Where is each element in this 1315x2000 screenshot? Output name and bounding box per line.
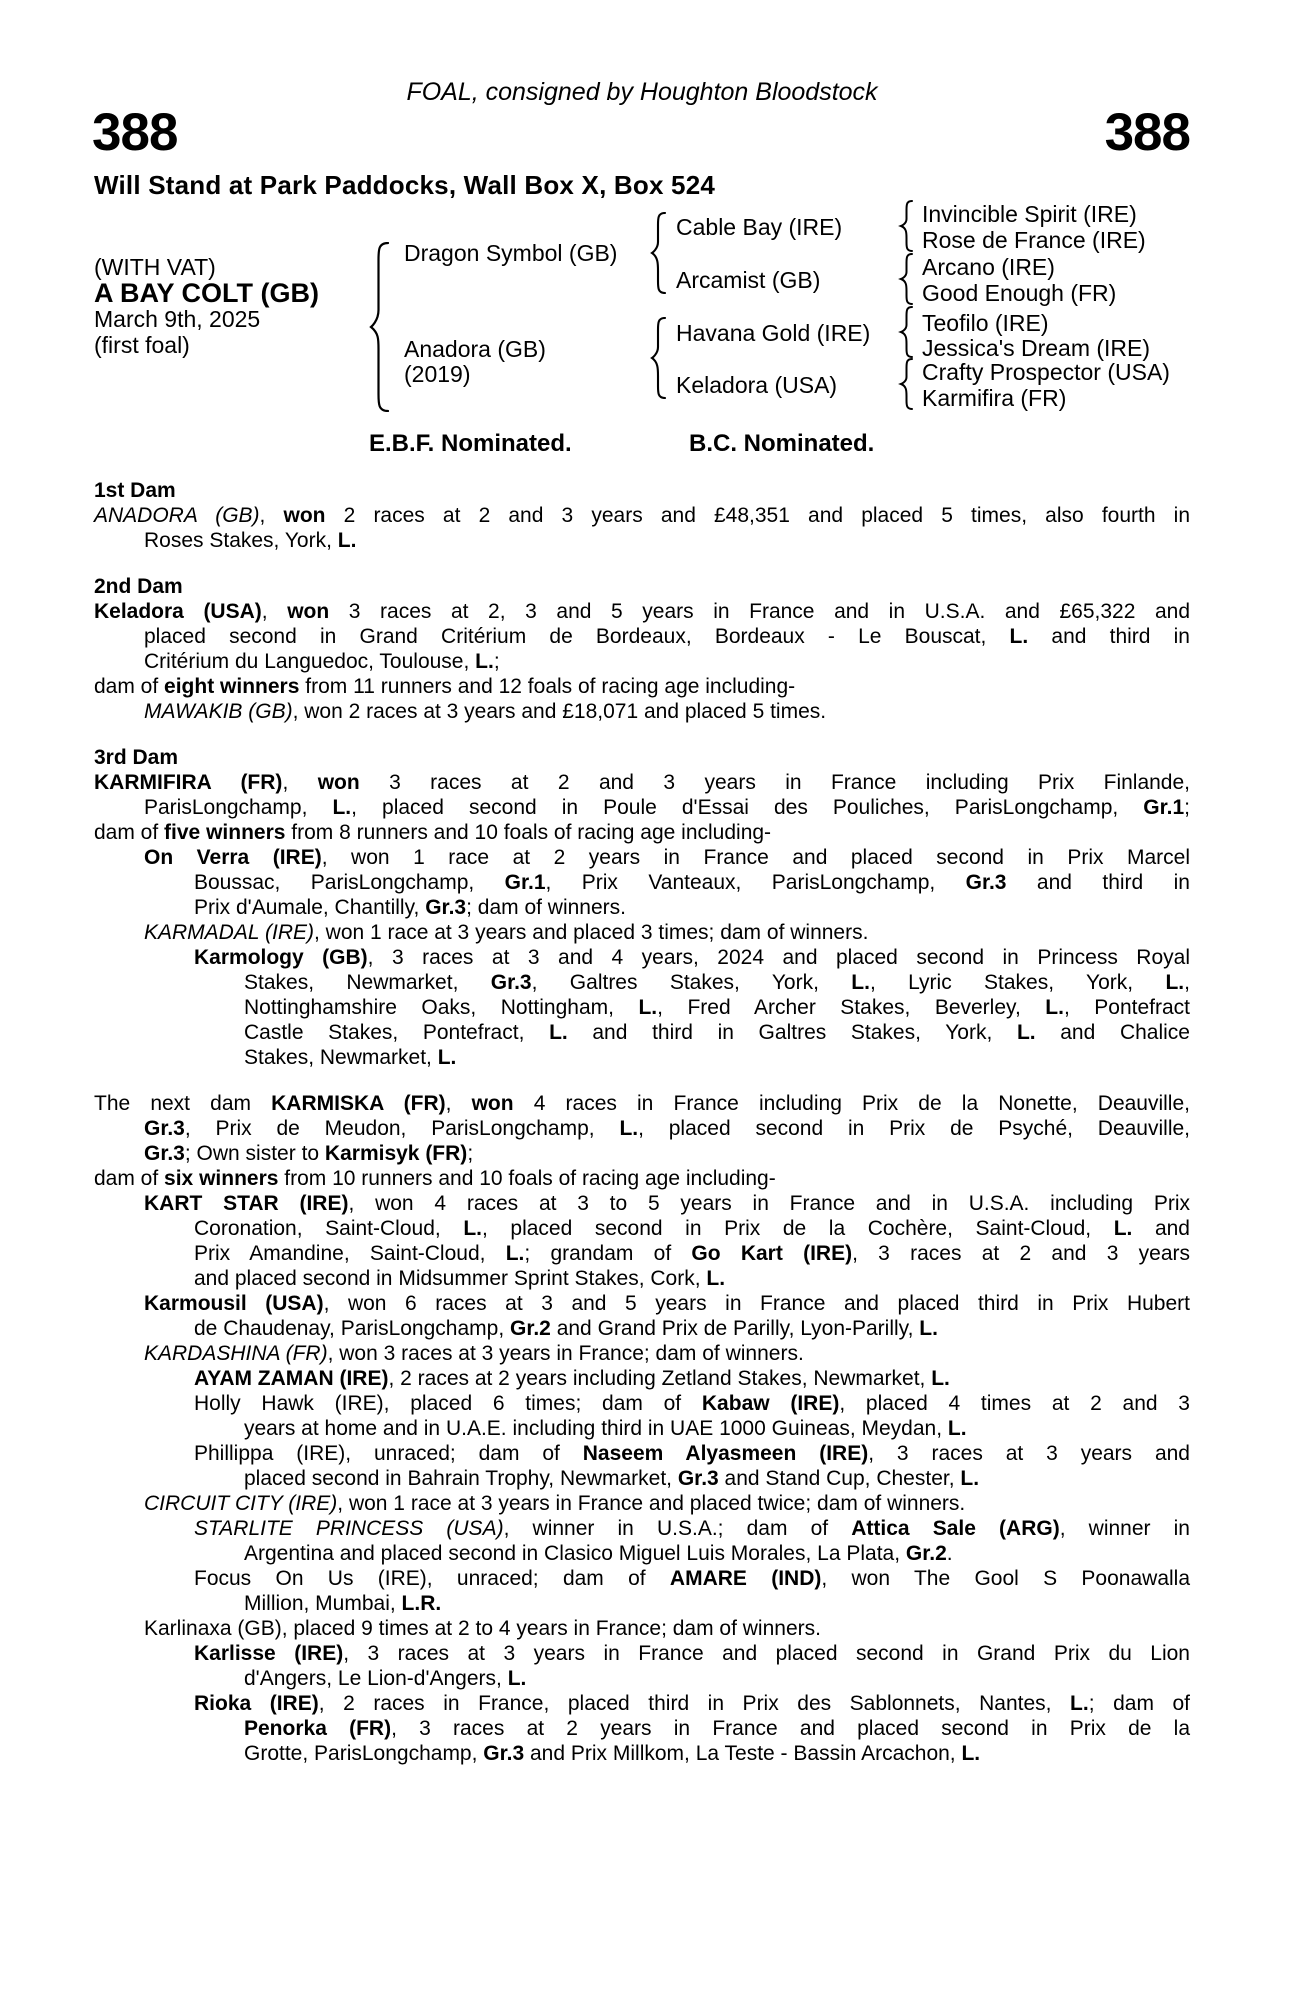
pedigree-gp: Crafty Prospector (USA) bbox=[922, 359, 1170, 385]
animal-name: A BAY COLT (GB) bbox=[94, 278, 320, 308]
ebf-nomination: E.B.F. Nominated. bbox=[369, 430, 572, 457]
catalogue-line: ParisLongchamp, L., placed second in Poule d'Essai des Pouliches, ParisLongchamp, Gr.1; bbox=[144, 796, 1191, 819]
catalogue-line: MAWAKIB (GB), won 2 races at 3 years and £18,071 and placed 5 times. bbox=[144, 700, 827, 723]
dam-section bbox=[94, 574, 1190, 724]
catalogue-line: Keladora (USA), won 3 races at 2, 3 and 5 years in France and in U.S.A. and £65,322 and bbox=[94, 600, 1191, 623]
pedigree-gp: Arcano (IRE) bbox=[922, 254, 1055, 280]
catalogue-line: Stakes, Newmarket, Gr.3, Galtres Stakes, York, L., Lyric Stakes, York, L., bbox=[244, 971, 1190, 994]
dam-section bbox=[94, 745, 1190, 1070]
dam-section-heading: 3rd Dam bbox=[94, 746, 179, 769]
catalogue-line: Prix Amandine, Saint-Cloud, L.; grandam of Go Kart (IRE), 3 races at 2 and 3 years bbox=[194, 1242, 1191, 1265]
catalogue-line: Roses Stakes, York, L. bbox=[144, 529, 357, 552]
catalogue-line: Stakes, Newmarket, L. bbox=[244, 1046, 457, 1069]
catalogue-line: years at home and in U.A.E. including third in UAE 1000 Guineas, Meydan, L. bbox=[244, 1417, 967, 1440]
catalogue-line: Phillippa (IRE), unraced; dam of Naseem Alyasmeen (IRE), 3 races at 3 years and bbox=[194, 1442, 1190, 1465]
catalogue-line: Castle Stakes, Pontefract, L. and third in Galtres Stakes, York, L. and Chalice bbox=[244, 1021, 1190, 1044]
catalogue-line: Critérium du Languedoc, Toulouse, L.; bbox=[144, 650, 500, 673]
catalogue-line: STARLITE PRINCESS (USA), winner in U.S.A.; dam of Attica Sale (ARG), winner in bbox=[194, 1517, 1190, 1540]
pedigree-brace-gp1 bbox=[898, 200, 914, 252]
foaling-date: March 9th, 2025 bbox=[94, 306, 261, 332]
pedigree-brace-gp4 bbox=[898, 358, 914, 410]
pedigree-gp: Good Enough (FR) bbox=[922, 280, 1117, 306]
pedigree-brace-sire bbox=[648, 212, 668, 294]
catalogue-line: dam of eight winners from 11 runners and 12 foals of racing age including- bbox=[94, 675, 796, 698]
catalogue-line: dam of six winners from 10 runners and 10 foals of racing age including- bbox=[94, 1167, 776, 1190]
lot-number-right: 388 bbox=[1104, 103, 1190, 162]
catalogue-line: Million, Mumbai, L.R. bbox=[244, 1592, 442, 1615]
catalogue-line: d'Angers, Le Lion-d'Angers, L. bbox=[244, 1667, 527, 1690]
catalogue-line: Penorka (FR), 3 races at 2 years in France and placed second in Prix de la bbox=[244, 1717, 1191, 1740]
bc-nomination: B.C. Nominated. bbox=[689, 430, 875, 457]
catalogue-line: dam of five winners from 8 runners and 10 foals of racing age including- bbox=[94, 821, 772, 844]
catalogue-line: The next dam KARMISKA (FR), won 4 races in France including Prix de la Nonette, Deauville, bbox=[94, 1092, 1190, 1115]
catalogue-line: Prix d'Aumale, Chantilly, Gr.3; dam of winners. bbox=[194, 896, 626, 919]
pedigree-dam-sire: Havana Gold (IRE) bbox=[676, 320, 871, 346]
catalogue-line: Coronation, Saint-Cloud, L., placed second in Prix de la Cochère, Saint-Cloud, L. and bbox=[194, 1217, 1190, 1240]
pedigree-brace-gp2 bbox=[898, 253, 914, 305]
catalogue-line: placed second in Grand Critérium de Bordeaux, Bordeaux - Le Bouscat, L. and third in bbox=[144, 625, 1190, 648]
pedigree-brace-main bbox=[366, 242, 392, 412]
dam-section-heading: 1st Dam bbox=[94, 479, 176, 502]
catalogue-line: Rioka (IRE), 2 races in France, placed third in Prix des Sablonnets, Nantes, L.; dam of bbox=[194, 1692, 1191, 1715]
catalogue-line: Karmousil (USA), won 6 races at 3 and 5 years in France and placed third in Prix Hubert bbox=[144, 1292, 1190, 1315]
catalogue-line: de Chaudenay, ParisLongchamp, Gr.2 and Grand Prix de Parilly, Lyon-Parilly, L. bbox=[194, 1317, 938, 1340]
catalogue-line: Gr.3; Own sister to Karmisyk (FR); bbox=[144, 1142, 474, 1165]
catalogue-line: KARMADAL (IRE), won 1 race at 3 years and placed 3 times; dam of winners. bbox=[144, 921, 869, 944]
pedigree-dam-year: (2019) bbox=[404, 361, 471, 387]
vat-note: (WITH VAT) bbox=[94, 254, 216, 280]
lot-number-left: 388 bbox=[92, 103, 178, 162]
dam-section bbox=[94, 478, 1190, 553]
foal-note: (first foal) bbox=[94, 332, 190, 358]
stand-location-line: Will Stand at Park Paddocks, Wall Box X, Box 524 bbox=[94, 170, 716, 200]
pedigree-text bbox=[94, 478, 1190, 1766]
pedigree-sire-sire: Cable Bay (IRE) bbox=[676, 214, 843, 240]
catalogue-line: Boussac, ParisLongchamp, Gr.1, Prix Vanteaux, ParisLongchamp, Gr.3 and third in bbox=[194, 871, 1190, 894]
catalogue-line: KARMIFIRA (FR), won 3 races at 2 and 3 years in France including Prix Finlande, bbox=[94, 771, 1191, 794]
catalogue-line: Nottinghamshire Oaks, Nottingham, L., Fred Archer Stakes, Beverley, L., Pontefract bbox=[244, 996, 1190, 1019]
catalogue-line: Karlisse (IRE), 3 races at 3 years in France and placed second in Grand Prix du Lion bbox=[194, 1642, 1190, 1665]
catalogue-line: Gr.3, Prix de Meudon, ParisLongchamp, L., placed second in Prix de Psyché, Deauville, bbox=[144, 1117, 1190, 1140]
pedigree-brace-gp3 bbox=[898, 306, 914, 358]
pedigree-gp: Rose de France (IRE) bbox=[922, 227, 1146, 253]
pedigree-gp: Karmifira (FR) bbox=[922, 385, 1067, 411]
pedigree-brace-dam bbox=[648, 317, 668, 399]
catalogue-line: Karlinaxa (GB), placed 9 times at 2 to 4 years in France; dam of winners. bbox=[144, 1617, 821, 1640]
catalogue-line: KARDASHINA (FR), won 3 races at 3 years in France; dam of winners. bbox=[144, 1342, 804, 1365]
consignor-line: FOAL, consigned by Houghton Bloodstock bbox=[406, 78, 878, 106]
catalogue-line: Focus On Us (IRE), unraced; dam of AMARE (IND), won The Gool S Poonawalla bbox=[194, 1567, 1191, 1590]
catalogue-line: and placed second in Midsummer Sprint Stakes, Cork, L. bbox=[194, 1267, 726, 1290]
pedigree-dam: Anadora (GB) bbox=[404, 336, 546, 362]
catalogue-line: On Verra (IRE), won 1 race at 2 years in France and placed second in Prix Marcel bbox=[144, 846, 1190, 869]
pedigree-sire: Dragon Symbol (GB) bbox=[404, 240, 618, 266]
catalogue-line: KART STAR (IRE), won 4 races at 3 to 5 years in France and in U.S.A. including Prix bbox=[144, 1192, 1190, 1215]
pedigree-gp: Jessica's Dream (IRE) bbox=[922, 335, 1151, 361]
catalogue-line: Holly Hawk (IRE), placed 6 times; dam of Kabaw (IRE), placed 4 times at 2 and 3 bbox=[194, 1392, 1190, 1415]
dam-section-heading: 2nd Dam bbox=[94, 575, 183, 598]
dam-section bbox=[94, 1091, 1190, 1766]
pedigree-dam-dam: Keladora (USA) bbox=[676, 372, 838, 398]
pedigree-gp: Teofilo (IRE) bbox=[922, 310, 1049, 336]
catalogue-line: AYAM ZAMAN (IRE), 2 races at 2 years including Zetland Stakes, Newmarket, L. bbox=[194, 1367, 950, 1390]
pedigree-sire-dam: Arcamist (GB) bbox=[676, 267, 821, 293]
catalogue-line: ANADORA (GB), won 2 races at 2 and 3 years and £48,351 and placed 5 times, also fourth in bbox=[94, 504, 1191, 527]
catalogue-line: placed second in Bahrain Trophy, Newmarket, Gr.3 and Stand Cup, Chester, L. bbox=[244, 1467, 980, 1490]
catalogue-line: Grotte, ParisLongchamp, Gr.3 and Prix Millkom, La Teste - Bassin Arcachon, L. bbox=[244, 1742, 981, 1765]
catalogue-line: Karmology (GB), 3 races at 3 and 4 years, 2024 and placed second in Princess Royal bbox=[194, 946, 1190, 969]
catalogue-line: CIRCUIT CITY (IRE), won 1 race at 3 years in France and placed twice; dam of winners. bbox=[144, 1492, 966, 1515]
catalogue-line: Argentina and placed second in Clasico Miguel Luis Morales, La Plata, Gr.2. bbox=[244, 1542, 953, 1565]
pedigree-gp: Invincible Spirit (IRE) bbox=[922, 201, 1137, 227]
